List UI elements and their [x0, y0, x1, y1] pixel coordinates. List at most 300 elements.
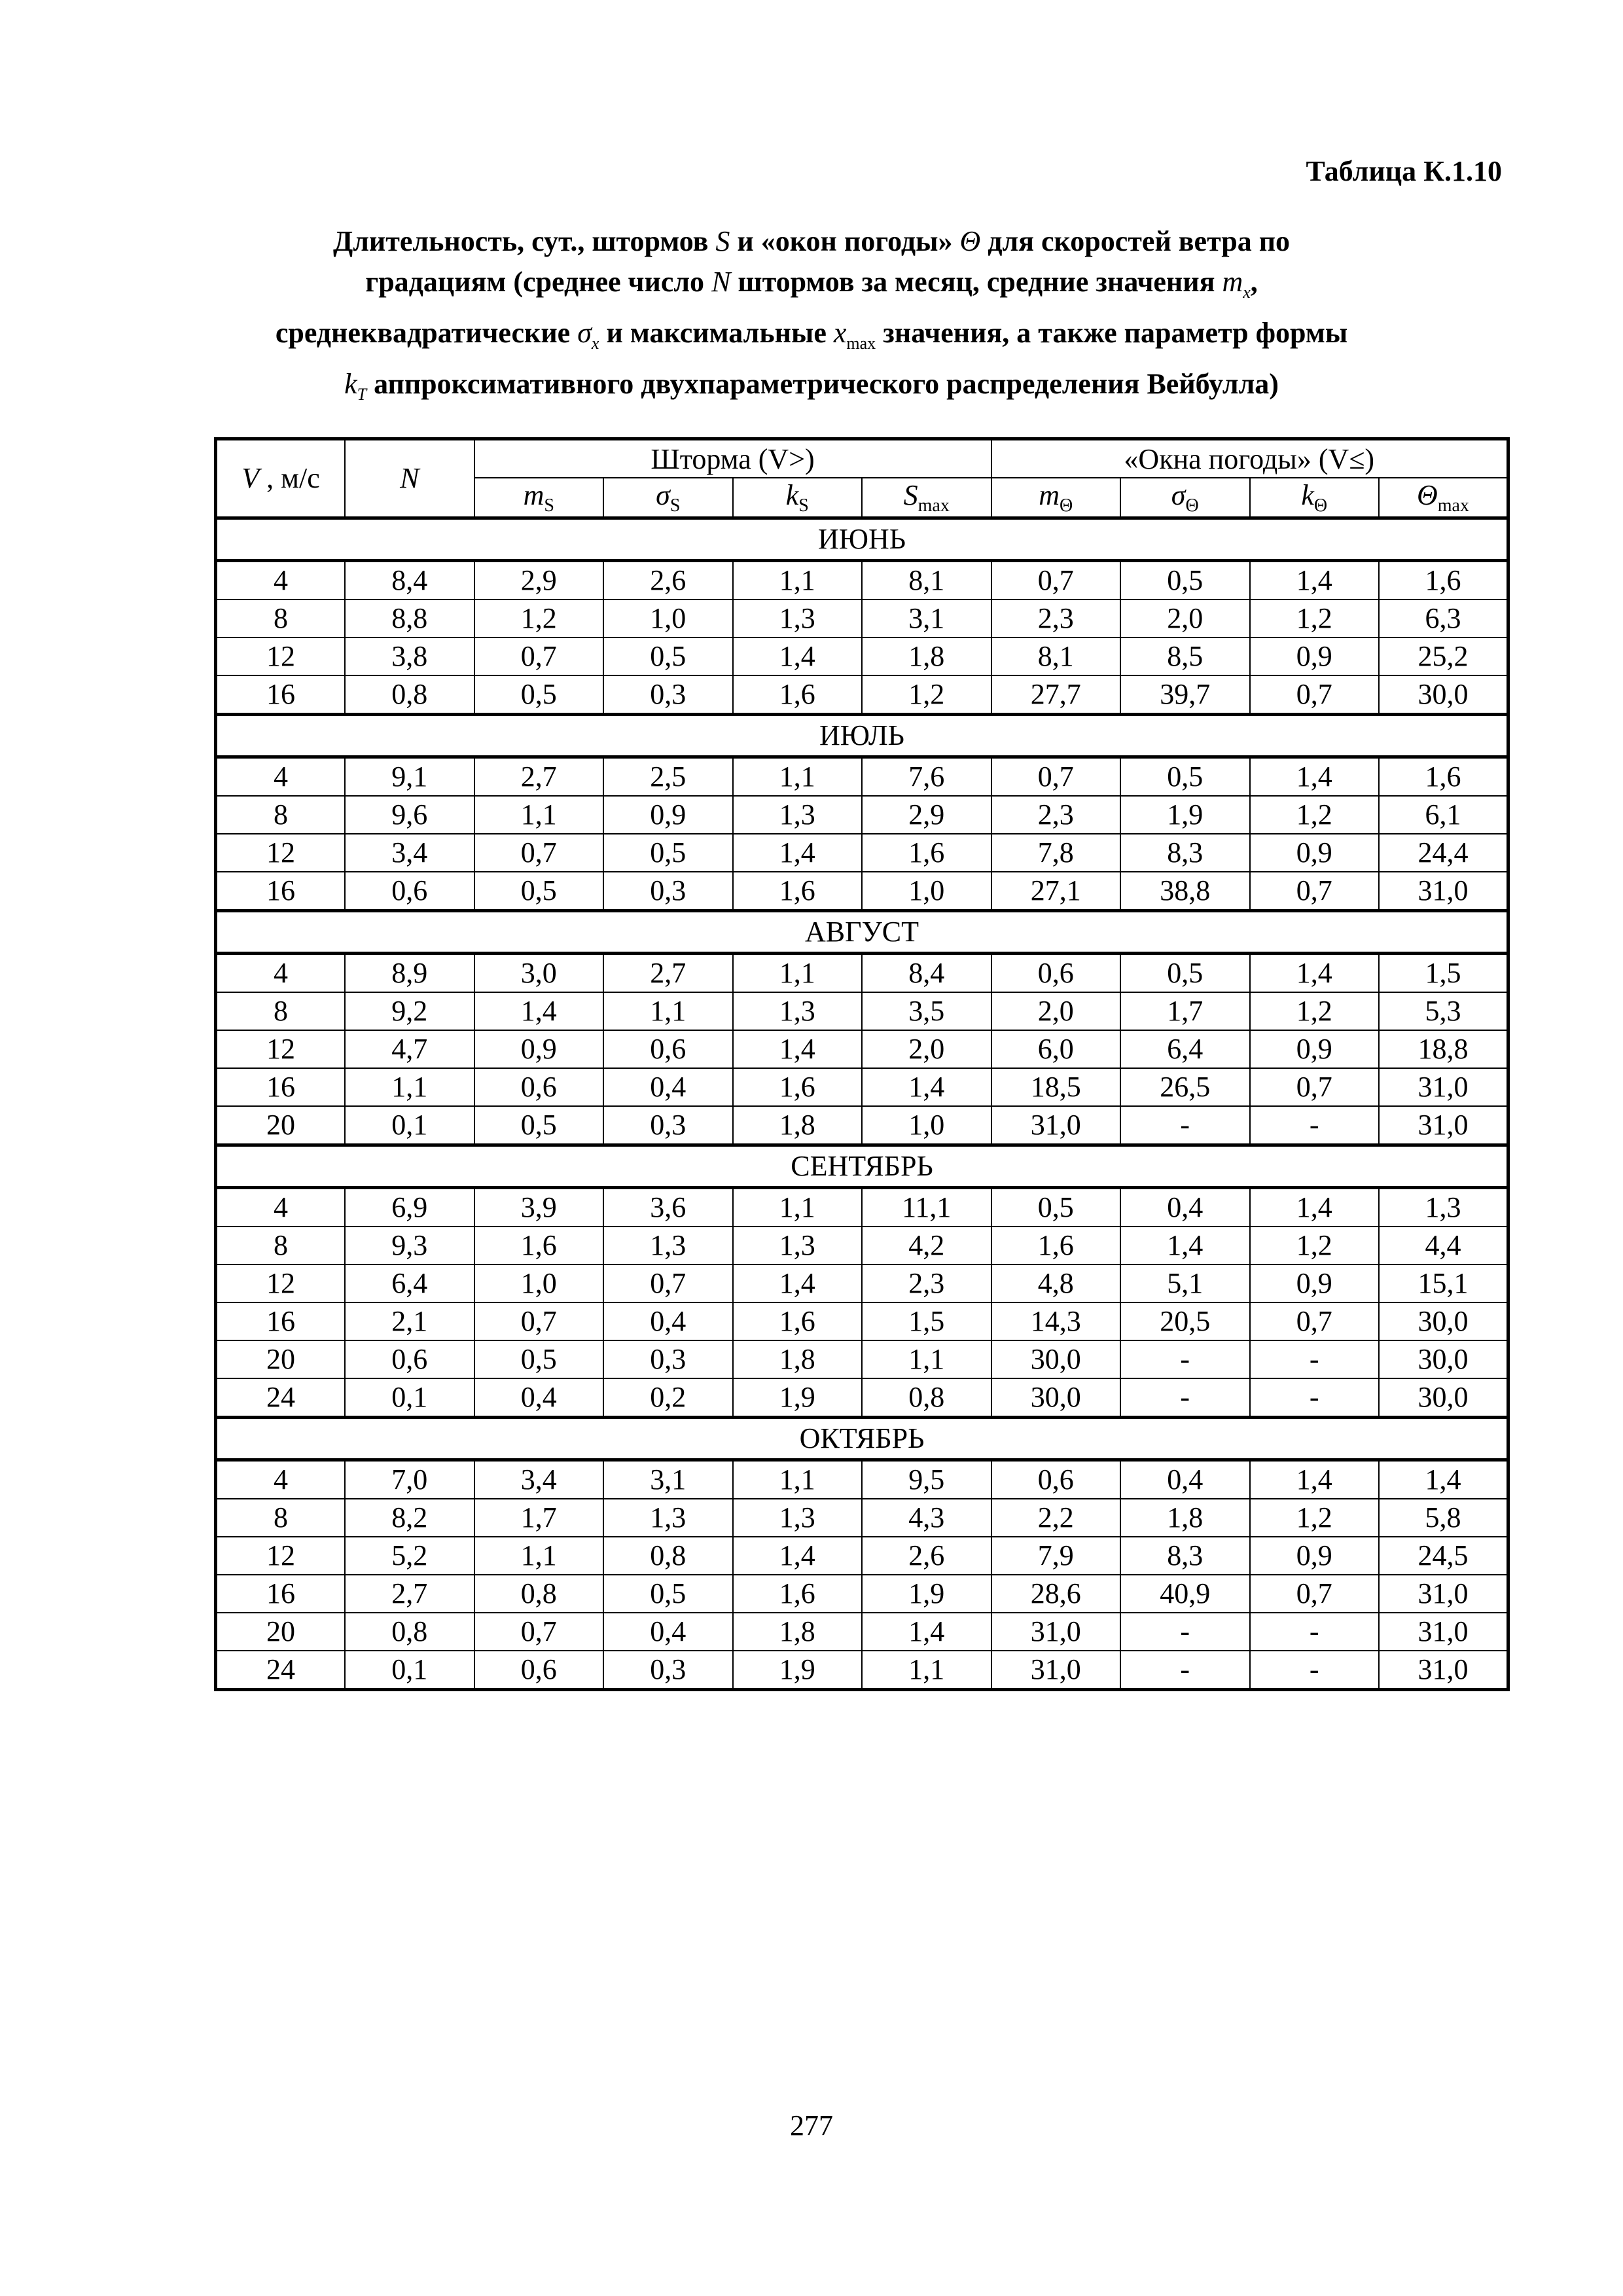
table-cell: 1,4	[733, 637, 863, 675]
table-cell: 1,6	[733, 1302, 863, 1340]
table-cell: 31,0	[991, 1613, 1121, 1651]
table-cell: 31,0	[1379, 1613, 1508, 1651]
header-col-subscript: max	[1437, 495, 1469, 516]
table-cell: 8,4	[345, 560, 474, 600]
table-cell: 2,2	[991, 1499, 1121, 1537]
table-cell: 0,7	[474, 637, 604, 675]
table-cell: 3,8	[345, 637, 474, 675]
table-cell: 8,9	[345, 953, 474, 992]
table-cell: 8	[216, 1227, 346, 1265]
table-cell: 1,8	[733, 1340, 863, 1378]
table-cell: 1,6	[733, 1575, 863, 1613]
table-cell: 9,2	[345, 992, 474, 1030]
table-cell: 3,9	[474, 1187, 604, 1227]
table-cell: 8	[216, 1499, 346, 1537]
header-weather-windows: «Окна погоды» (V≤)	[991, 439, 1508, 478]
header-col-subscript: Θ	[1185, 495, 1199, 516]
table-cell: 0,6	[991, 1460, 1121, 1499]
table-cell: 1,4	[1250, 757, 1380, 796]
header-col-symbol: Θ	[1417, 479, 1438, 511]
caption-line-1	[196, 221, 1427, 262]
caption-subscript: x	[591, 333, 599, 353]
table-cell: 2,0	[862, 1030, 991, 1068]
table-cell: 6,3	[1379, 600, 1508, 637]
header-col-0	[474, 478, 604, 518]
table-cell: 1,1	[733, 757, 863, 796]
table-row	[216, 1302, 1508, 1340]
table-cell: 1,0	[474, 1265, 604, 1302]
table-cell: 4	[216, 1187, 346, 1227]
table-cell: 9,1	[345, 757, 474, 796]
caption-text: аппроксимативного двухпараметрического распределения Вейбулла)	[374, 367, 1279, 400]
table-cell: 3,1	[862, 600, 991, 637]
table-cell: 0,1	[345, 1378, 474, 1418]
table-cell: 1,4	[733, 1030, 863, 1068]
table-row	[216, 1537, 1508, 1575]
table-cell: 1,3	[733, 796, 863, 834]
caption-symbol: Θ	[959, 225, 981, 257]
table-cell: 3,1	[603, 1460, 733, 1499]
table-cell: 0,6	[345, 872, 474, 911]
table-cell: 1,6	[733, 675, 863, 715]
table-cell: 1,6	[862, 834, 991, 872]
caption-text: среднеквадратические	[275, 316, 571, 349]
table-cell: 0,9	[603, 796, 733, 834]
table-row	[216, 1340, 1508, 1378]
header-n	[345, 439, 474, 518]
table-row	[216, 953, 1508, 992]
table-cell: 2,9	[474, 560, 604, 600]
table-cell: 0,4	[603, 1613, 733, 1651]
header-col-symbol: σ	[1171, 479, 1186, 511]
header-col-1	[603, 478, 733, 518]
table-cell: 4	[216, 560, 346, 600]
table-cell: -	[1250, 1651, 1380, 1690]
header-col-subscript: Θ	[1313, 495, 1328, 516]
caption-text: Длительность, сут., штормов	[332, 225, 709, 257]
table-cell: 1,2	[1250, 600, 1380, 637]
table-cell: 31,0	[991, 1651, 1121, 1690]
table-cell: 0,5	[474, 1340, 604, 1378]
table-cell: 26,5	[1120, 1068, 1250, 1106]
table-cell: 1,2	[1250, 796, 1380, 834]
table-cell: 16	[216, 675, 346, 715]
header-row-1	[216, 439, 1508, 478]
table-row	[216, 1068, 1508, 1106]
month-row	[216, 910, 1508, 953]
table-cell: 1,7	[1120, 992, 1250, 1030]
table-row	[216, 1499, 1508, 1537]
table-cell: 1,6	[991, 1227, 1121, 1265]
table-cell: 1,6	[1379, 757, 1508, 796]
table-cell: 1,9	[733, 1651, 863, 1690]
table-row	[216, 560, 1508, 600]
table-cell: 0,8	[474, 1575, 604, 1613]
table-cell: 6,4	[1120, 1030, 1250, 1068]
table-cell: 5,8	[1379, 1499, 1508, 1537]
caption-symbol: x	[833, 316, 847, 349]
table-cell: 12	[216, 1030, 346, 1068]
table-cell: 1,4	[862, 1068, 991, 1106]
table-cell: 0,5	[1120, 560, 1250, 600]
header-col-4	[991, 478, 1121, 518]
table-cell: 3,5	[862, 992, 991, 1030]
table-cell: -	[1120, 1106, 1250, 1145]
table-cell: 0,4	[1120, 1187, 1250, 1227]
table-cell: -	[1250, 1378, 1380, 1418]
table-row	[216, 992, 1508, 1030]
table-cell: 0,5	[603, 637, 733, 675]
table-cell: 1,4	[1250, 1187, 1380, 1227]
table-cell: 1,1	[733, 1460, 863, 1499]
table-cell: 24	[216, 1378, 346, 1418]
header-v	[216, 439, 346, 518]
table-cell: 12	[216, 834, 346, 872]
table-cell: 28,6	[991, 1575, 1121, 1613]
table-cell: 31,0	[1379, 1651, 1508, 1690]
table-cell: 8	[216, 796, 346, 834]
table-cell: 0,6	[474, 1068, 604, 1106]
table-cell: 8,2	[345, 1499, 474, 1537]
table-cell: 1,3	[733, 1227, 863, 1265]
header-col-symbol: m	[523, 479, 544, 511]
table-cell: 15,1	[1379, 1265, 1508, 1302]
table-cell: 0,8	[862, 1378, 991, 1418]
table-cell: 6,0	[991, 1030, 1121, 1068]
table-cell: 16	[216, 872, 346, 911]
table-cell: 31,0	[1379, 1106, 1508, 1145]
table-cell: 6,1	[1379, 796, 1508, 834]
table-cell: 8,3	[1120, 834, 1250, 872]
caption-subscript: T	[357, 384, 367, 404]
caption-text: значения, а также параметр формы	[883, 316, 1348, 349]
table-cell: 4	[216, 1460, 346, 1499]
table-cell: 0,5	[603, 1575, 733, 1613]
table-cell: 38,8	[1120, 872, 1250, 911]
table-cell: 8	[216, 992, 346, 1030]
table-cell: 2,3	[991, 600, 1121, 637]
table-row	[216, 757, 1508, 796]
table-row	[216, 1378, 1508, 1418]
header-n-symbol: N	[400, 462, 419, 495]
table-cell: 1,1	[733, 953, 863, 992]
table-cell: 1,9	[1120, 796, 1250, 834]
table-cell: 2,3	[991, 796, 1121, 834]
table-cell: 1,1	[474, 1537, 604, 1575]
table-cell: 1,3	[733, 600, 863, 637]
table-cell: 1,3	[733, 1499, 863, 1537]
table-cell: 0,8	[345, 675, 474, 715]
table-cell: 7,0	[345, 1460, 474, 1499]
table-cell: 20	[216, 1106, 346, 1145]
month-row	[216, 714, 1508, 757]
caption-text: градациям (среднее число	[365, 266, 705, 298]
table-cell: 0,9	[474, 1030, 604, 1068]
table-cell: 0,3	[603, 1340, 733, 1378]
table-cell: 0,7	[1250, 1302, 1380, 1340]
table-cell: 40,9	[1120, 1575, 1250, 1613]
table-row	[216, 637, 1508, 675]
table-cell: 1,8	[733, 1613, 863, 1651]
table-cell: 0,9	[1250, 1030, 1380, 1068]
table-cell: 0,2	[603, 1378, 733, 1418]
header-col-subscript: S	[544, 495, 554, 516]
table-cell: 2,9	[862, 796, 991, 834]
caption-subscript: max	[846, 333, 876, 353]
table-cell: 5,1	[1120, 1265, 1250, 1302]
month-row	[216, 1145, 1508, 1187]
header-col-symbol: m	[1039, 479, 1060, 511]
table-cell: 31,0	[1379, 872, 1508, 911]
table-cell: 1,1	[603, 992, 733, 1030]
table-cell: -	[1250, 1613, 1380, 1651]
table-row	[216, 1227, 1508, 1265]
header-col-subscript: max	[918, 495, 950, 516]
table-cell: 1,3	[603, 1499, 733, 1537]
month-name: ОКТЯБРЬ	[216, 1417, 1508, 1460]
table-cell: 1,3	[733, 992, 863, 1030]
table-cell: 0,3	[603, 1106, 733, 1145]
table-cell: 27,7	[991, 675, 1121, 715]
table-cell: 0,3	[603, 1651, 733, 1690]
table-cell: 0,9	[1250, 1265, 1380, 1302]
table-row	[216, 872, 1508, 911]
table-cell: 3,4	[345, 834, 474, 872]
table-cell: 3,4	[474, 1460, 604, 1499]
table-cell: -	[1120, 1378, 1250, 1418]
table-cell: 1,5	[862, 1302, 991, 1340]
table-cell: 1,2	[1250, 992, 1380, 1030]
table-cell: 30,0	[1379, 1302, 1508, 1340]
table-cell: 1,2	[1250, 1227, 1380, 1265]
table-row	[216, 1106, 1508, 1145]
header-col-6	[1250, 478, 1380, 518]
table-cell: 6,4	[345, 1265, 474, 1302]
table-cell: 0,9	[1250, 637, 1380, 675]
table-cell: 1,1	[733, 560, 863, 600]
month-name: ИЮНЬ	[216, 518, 1508, 560]
table-cell: 8,8	[345, 600, 474, 637]
table-cell: 12	[216, 637, 346, 675]
weibull-table	[214, 437, 1510, 1691]
table-cell: 0,5	[474, 675, 604, 715]
table-cell: 1,4	[1379, 1460, 1508, 1499]
table-cell: 0,7	[1250, 1068, 1380, 1106]
table-label: Таблица К.1.10	[1306, 155, 1502, 187]
table-cell: 1,6	[733, 1068, 863, 1106]
table-row	[216, 1613, 1508, 1651]
header-col-symbol: k	[785, 479, 799, 511]
table-row	[216, 834, 1508, 872]
table-cell: 11,1	[862, 1187, 991, 1227]
table-cell: 0,4	[474, 1378, 604, 1418]
table-row	[216, 1651, 1508, 1690]
table-row	[216, 1187, 1508, 1227]
caption-text: ,	[1250, 266, 1258, 298]
table-cell: 2,6	[862, 1537, 991, 1575]
table-cell: 1,3	[1379, 1187, 1508, 1227]
table-cell: 2,7	[345, 1575, 474, 1613]
table-cell: 30,0	[991, 1340, 1121, 1378]
table-cell: 8,5	[1120, 637, 1250, 675]
caption-subscript: x	[1243, 282, 1251, 302]
table-body	[216, 518, 1508, 1689]
table-cell: 0,7	[474, 1302, 604, 1340]
table-cell: 24,4	[1379, 834, 1508, 872]
table-cell: 1,2	[474, 600, 604, 637]
table-cell: -	[1120, 1340, 1250, 1378]
table-cell: 4	[216, 757, 346, 796]
table-cell: 7,6	[862, 757, 991, 796]
table-cell: 2,7	[474, 757, 604, 796]
table-cell: 0,9	[1250, 834, 1380, 872]
table-cell: 2,6	[603, 560, 733, 600]
table-cell: 1,5	[1379, 953, 1508, 992]
table-cell: 4,3	[862, 1499, 991, 1537]
table-cell: 1,0	[862, 872, 991, 911]
month-row	[216, 1417, 1508, 1460]
table-cell: 0,4	[603, 1068, 733, 1106]
table-cell: 0,6	[345, 1340, 474, 1378]
table-cell: 27,1	[991, 872, 1121, 911]
table-cell: 8	[216, 600, 346, 637]
header-storms: Шторма (V>)	[474, 439, 991, 478]
caption-text: и максимальные	[606, 316, 827, 349]
month-name: СЕНТЯБРЬ	[216, 1145, 1508, 1187]
table-cell: 1,3	[603, 1227, 733, 1265]
table-cell: -	[1120, 1613, 1250, 1651]
caption-symbol: k	[344, 367, 357, 400]
table-row	[216, 1030, 1508, 1068]
header-col-7	[1379, 478, 1508, 518]
table-cell: 0,7	[991, 560, 1121, 600]
table-cell: 8,1	[991, 637, 1121, 675]
table-cell: 1,6	[1379, 560, 1508, 600]
table-cell: 1,4	[1250, 1460, 1380, 1499]
table-cell: 0,5	[1120, 757, 1250, 796]
table-cell: 0,5	[991, 1187, 1121, 1227]
caption-symbol: S	[715, 225, 730, 257]
table-cell: 2,1	[345, 1302, 474, 1340]
table-cell: 2,0	[1120, 600, 1250, 637]
table-row	[216, 1460, 1508, 1499]
header-v-unit: , м/с	[259, 462, 320, 495]
table-cell: 4	[216, 953, 346, 992]
table-cell: 1,4	[733, 834, 863, 872]
caption-text: и «окон погоды»	[737, 225, 953, 257]
table-cell: 1,4	[1120, 1227, 1250, 1265]
header-col-5	[1120, 478, 1250, 518]
page-number: 277	[790, 2109, 833, 2142]
table-cell: 18,5	[991, 1068, 1121, 1106]
table-cell: 1,4	[474, 992, 604, 1030]
table-cell: 20,5	[1120, 1302, 1250, 1340]
table-cell: 2,7	[603, 953, 733, 992]
table-cell: 0,7	[1250, 1575, 1380, 1613]
table-cell: 7,9	[991, 1537, 1121, 1575]
table-cell: 0,1	[345, 1106, 474, 1145]
table-cell: 7,8	[991, 834, 1121, 872]
table-cell: 0,7	[1250, 675, 1380, 715]
table-cell: 2,3	[862, 1265, 991, 1302]
table-cell: 1,1	[345, 1068, 474, 1106]
table-cell: 18,8	[1379, 1030, 1508, 1068]
header-col-symbol: σ	[656, 479, 670, 511]
table-cell: 0,9	[1250, 1537, 1380, 1575]
table-cell: 24,5	[1379, 1537, 1508, 1575]
table-cell: 1,9	[862, 1575, 991, 1613]
month-row	[216, 518, 1508, 560]
table-cell: 2,5	[603, 757, 733, 796]
table-row	[216, 600, 1508, 637]
table-cell: 0,8	[603, 1537, 733, 1575]
table-cell: 4,7	[345, 1030, 474, 1068]
caption-line-2	[196, 262, 1427, 313]
table-cell: 1,1	[862, 1651, 991, 1690]
table-row	[216, 796, 1508, 834]
month-name: ИЮЛЬ	[216, 714, 1508, 757]
caption-symbol: m	[1222, 266, 1243, 298]
table-cell: 20	[216, 1613, 346, 1651]
table-cell: 9,6	[345, 796, 474, 834]
table-cell: 24	[216, 1651, 346, 1690]
table-cell: 31,0	[1379, 1575, 1508, 1613]
header-col-2	[733, 478, 863, 518]
caption-line-3	[196, 313, 1427, 364]
table-cell: 0,8	[345, 1613, 474, 1651]
table-cell: 0,3	[603, 872, 733, 911]
header-col-subscript: S	[798, 495, 809, 516]
table-cell: 1,6	[733, 872, 863, 911]
table-cell: 8,1	[862, 560, 991, 600]
table-cell: 30,0	[1379, 1378, 1508, 1418]
table-cell: 1,8	[1120, 1499, 1250, 1537]
table-cell: 0,5	[603, 834, 733, 872]
table-cell: 0,7	[1250, 872, 1380, 911]
table-cell: 16	[216, 1302, 346, 1340]
table-cell: 1,7	[474, 1499, 604, 1537]
table-cell: 1,6	[474, 1227, 604, 1265]
month-name: АВГУСТ	[216, 910, 1508, 953]
table-cell: 8,3	[1120, 1537, 1250, 1575]
table-cell: 1,9	[733, 1378, 863, 1418]
table-cell: 1,1	[862, 1340, 991, 1378]
table-cell: 30,0	[991, 1378, 1121, 1418]
table-cell: 9,3	[345, 1227, 474, 1265]
caption-line-4	[196, 364, 1427, 415]
table-cell: 1,0	[862, 1106, 991, 1145]
table-cell: 2,0	[991, 992, 1121, 1030]
table-cell: 20	[216, 1340, 346, 1378]
table-cell: 5,3	[1379, 992, 1508, 1030]
caption-symbol: σ	[577, 316, 592, 349]
table-cell: 25,2	[1379, 637, 1508, 675]
table-cell: 14,3	[991, 1302, 1121, 1340]
table-cell: 30,0	[1379, 1340, 1508, 1378]
table-cell: -	[1250, 1106, 1380, 1145]
table-cell: 1,4	[733, 1265, 863, 1302]
table-cell: 0,5	[1120, 953, 1250, 992]
table-cell: 16	[216, 1068, 346, 1106]
table-cell: 4,2	[862, 1227, 991, 1265]
table-cell: 0,4	[603, 1302, 733, 1340]
header-col-subscript: Θ	[1060, 495, 1073, 516]
table-row	[216, 1265, 1508, 1302]
table-cell: -	[1250, 1340, 1380, 1378]
table-cell: 5,2	[345, 1537, 474, 1575]
table-cell: 3,6	[603, 1187, 733, 1227]
table-cell: 1,2	[862, 675, 991, 715]
